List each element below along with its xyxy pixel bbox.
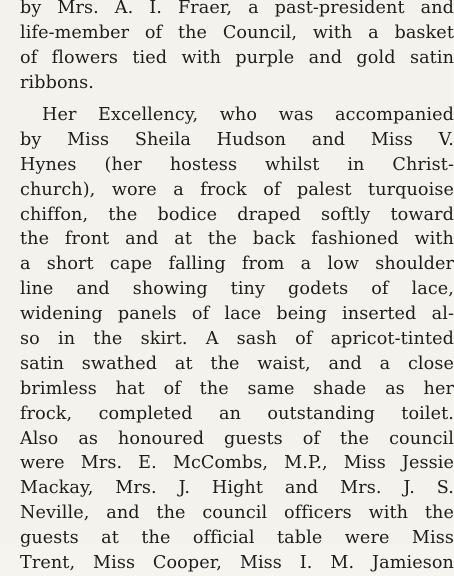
text-line: ribbons.	[20, 72, 94, 93]
text-line: Also as honoured guests of the council	[20, 428, 454, 449]
text-line: church), wore a frock of palest turquoise	[20, 179, 454, 200]
text-line: so in the skirt. A sash of apricot-tinted	[20, 329, 454, 350]
text-line: of flowers tied with purple and gold satin	[20, 47, 454, 68]
text-line: a short cape falling from a low shoulder	[20, 254, 454, 275]
text-line: widening panels of lace being inserted al-	[20, 304, 454, 325]
text-line: Mackay, Mrs. J. Hight and Mrs. J. S.	[20, 478, 454, 499]
text-line: line and showing tiny godets of lace,	[20, 279, 454, 300]
text-line: Trent, Miss Cooper, Miss I. M. Jamieson	[20, 553, 454, 574]
text-line: guests at the official table were Miss	[20, 528, 454, 549]
text-line: life-member of the Council, with a basket	[20, 22, 454, 43]
text-line: brimless hat of the same shade as her	[20, 378, 454, 399]
text-line: the front and at the back fashioned with	[20, 229, 454, 250]
text-line: frock, completed an outstanding toilet.	[20, 403, 454, 424]
text-line: by Mrs. A. I. Fraer, a past-president and	[20, 0, 454, 18]
text-line: Neville, and the council officers with the	[20, 503, 454, 524]
text-line: satin swathed at the waist, and a close	[20, 353, 454, 374]
text-line: chiffon, the bodice draped softly toward	[20, 204, 454, 225]
paragraph-1	[0, 0, 454, 96]
text-line: were Mrs. E. McCombs, M.P., Miss Jessie	[20, 453, 454, 474]
text-line: Hynes (her hostess whilst in Christ-	[20, 154, 454, 175]
text-line: Her Excellency, who was accompanied	[42, 105, 454, 125]
text-line: by Miss Sheila Hudson and Miss V.	[20, 129, 454, 150]
paragraph-2	[0, 103, 454, 576]
